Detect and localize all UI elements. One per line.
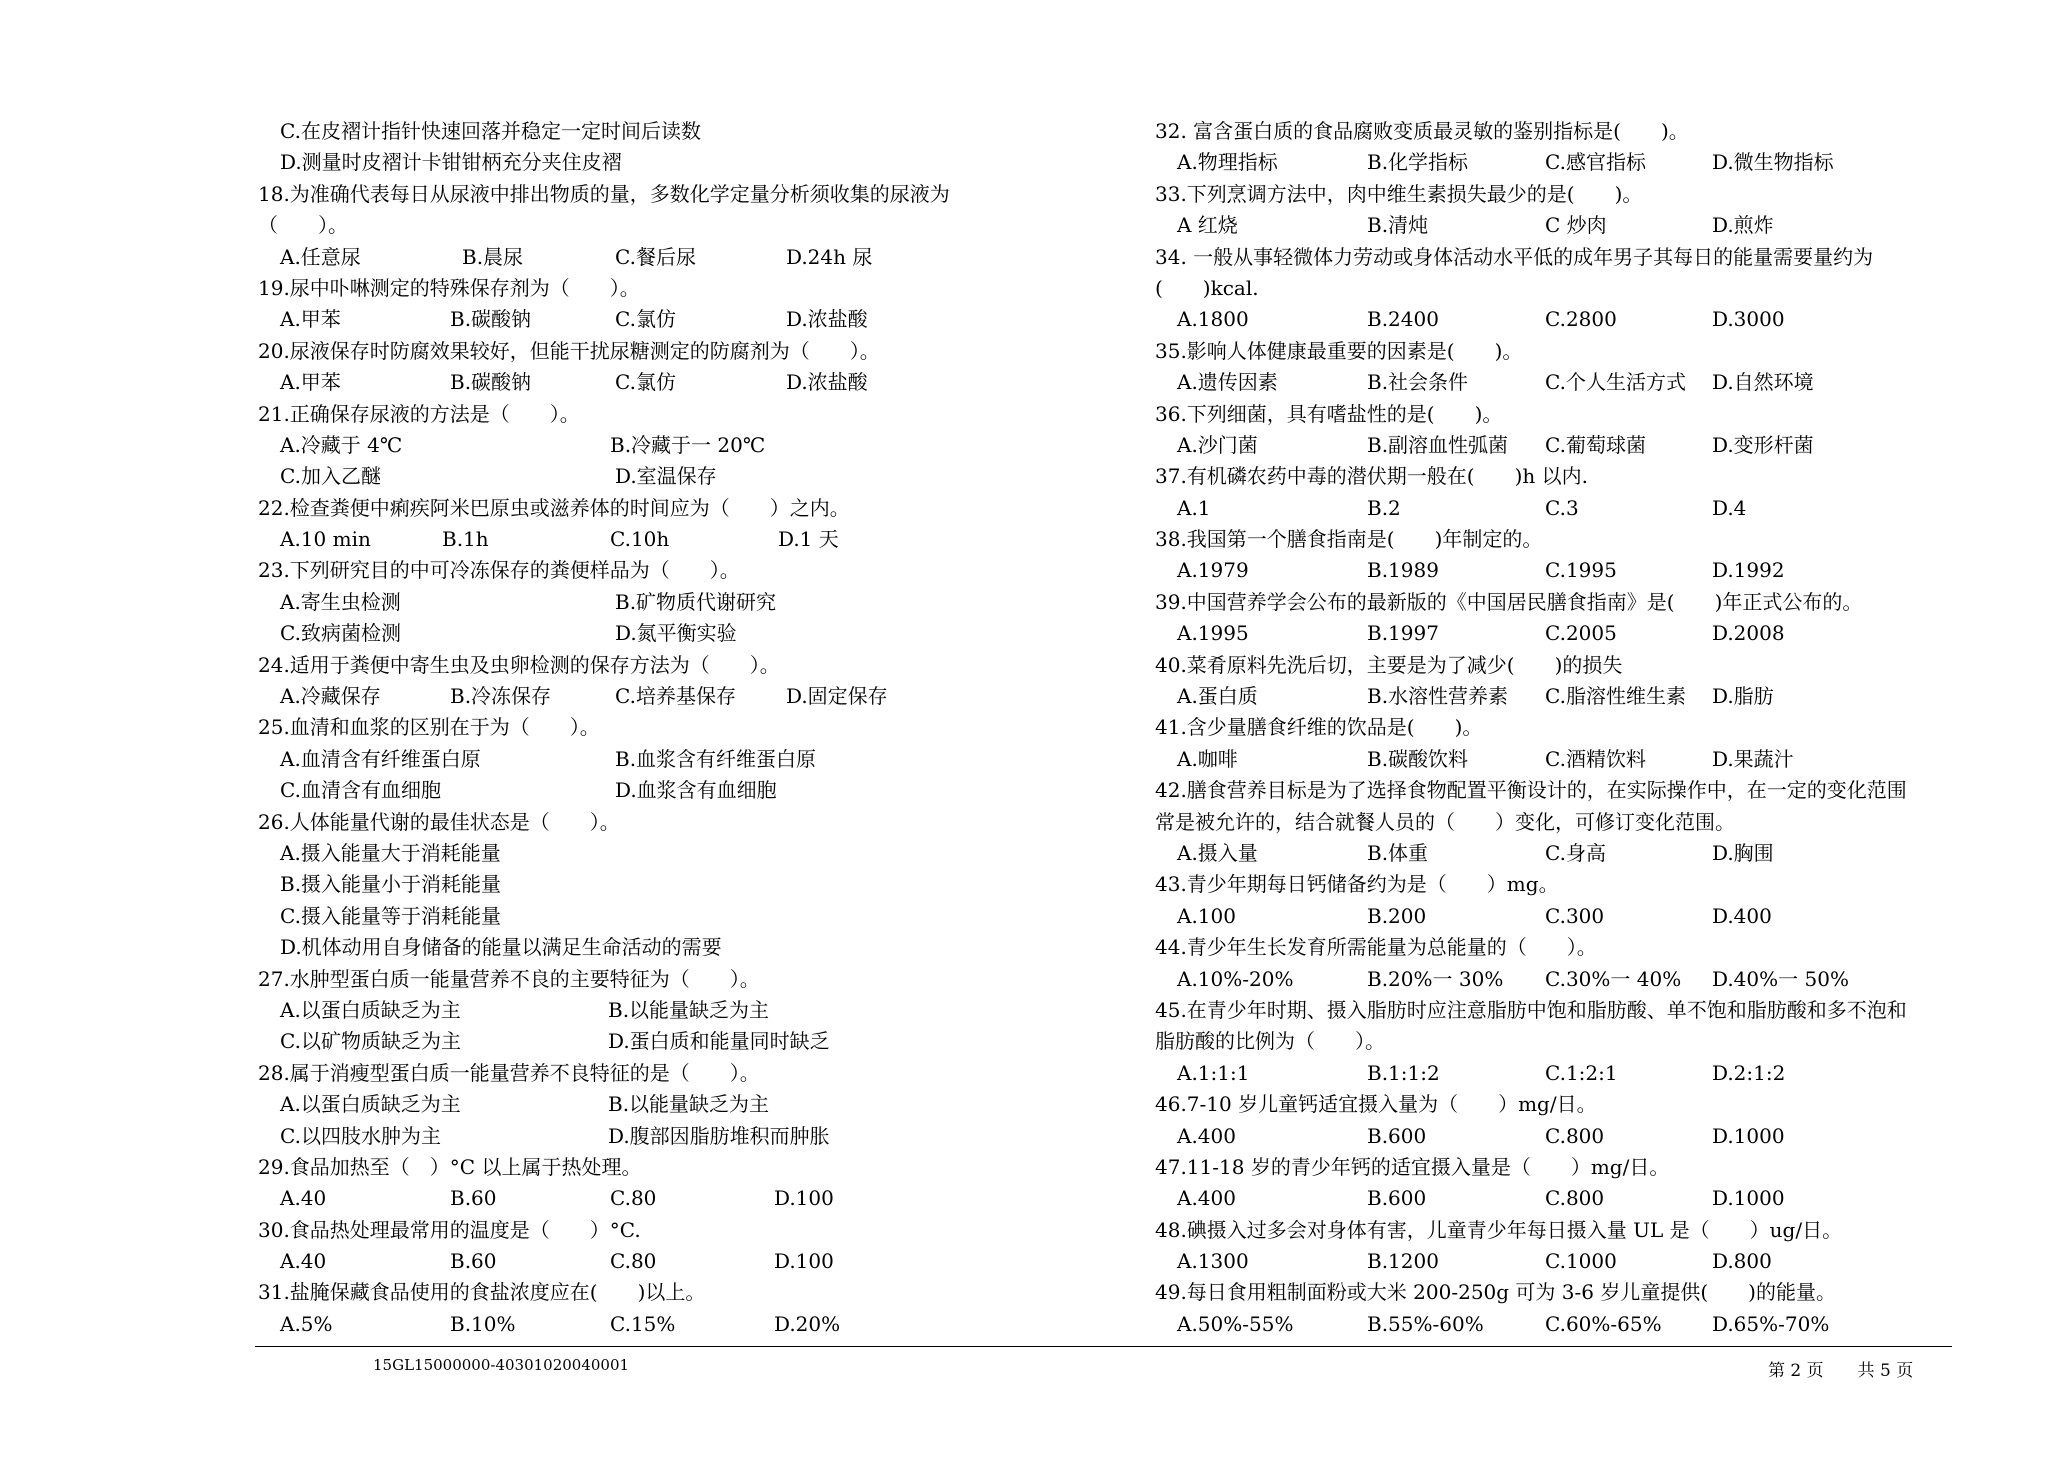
- answer-option: D.20%: [774, 1311, 841, 1336]
- question-text: 36.下列细菌，具有嗜盐性的是( )。: [1155, 401, 1503, 426]
- answer-option: A.1300: [1177, 1249, 1249, 1274]
- answer-options-row: [258, 430, 1138, 461]
- answer-option: B.水溶性营养素: [1367, 684, 1509, 709]
- answer-option: A.1: [1177, 495, 1211, 520]
- answer-option: C.300: [1545, 903, 1605, 928]
- answer-option: C.3: [1545, 495, 1579, 520]
- question-text: 42.膳食营养目标是为了选择食物配置平衡设计的，在实际操作中，在一定的变化范围: [1155, 778, 1907, 803]
- answer-option: D.煎炸: [1712, 213, 1774, 238]
- answer-options-row: [258, 775, 1138, 806]
- question-text: 29.食品加热至（ ）°C 以上属于热处理。: [258, 1154, 642, 1179]
- answer-option: D.室温保存: [615, 464, 717, 489]
- answer-option: A.400: [1177, 1186, 1236, 1211]
- answer-option: B.20%一 30%: [1367, 966, 1504, 991]
- answer-option: A.血清含有纤维蛋白原: [280, 746, 481, 771]
- answer-options-row: [258, 1121, 1138, 1152]
- answer-option: D.40%一 50%: [1712, 966, 1849, 991]
- answer-options-row: [1155, 744, 1955, 775]
- answer-option: B.清炖: [1367, 213, 1429, 238]
- answer-option: A.冷藏保存: [280, 684, 381, 709]
- answer-option: A.100: [1177, 903, 1236, 928]
- answer-option: D.自然环境: [1712, 370, 1814, 395]
- answer-option: D.变形杆菌: [1712, 432, 1814, 457]
- question-text: 34. 一般从事轻微体力劳动或身体活动水平低的成年男子其每日的能量需要量约为: [1155, 244, 1874, 269]
- answer-option: C.1995: [1545, 558, 1617, 583]
- question-text: 26.人体能量代谢的最佳状态是（ ）。: [258, 809, 620, 834]
- answer-option: D.24h 尿: [786, 244, 873, 269]
- answer-options-row: [258, 367, 1138, 398]
- answer-option: C.感官指标: [1545, 150, 1646, 175]
- answer-option: A.甲苯: [280, 370, 341, 395]
- answer-options-row: [1155, 147, 1955, 178]
- question-text: 39.中国营养学会公布的最新版的《中国居民膳食指南》是( )年正式公布的。: [1155, 589, 1863, 614]
- answer-option: B.碳酸饮料: [1367, 746, 1469, 771]
- answer-option: C.氯仿: [615, 307, 676, 332]
- answer-option: B.晨尿: [462, 244, 524, 269]
- answer-option: D.胸围: [1712, 840, 1774, 865]
- question-text: 31.盐腌保藏食品使用的食盐浓度应在( )以上。: [258, 1280, 706, 1305]
- answer-options-row: [258, 242, 1138, 273]
- answer-option: D.浓盐酸: [786, 307, 868, 332]
- answer-option: D.2:1:2: [1712, 1060, 1786, 1085]
- answer-option: C.30%一 40%: [1545, 966, 1682, 991]
- question-text: 19.尿中卟啉测定的特殊保存剂为（ ）。: [258, 275, 640, 300]
- answer-options-row: [258, 304, 1138, 335]
- answer-option: B.1h: [442, 527, 489, 552]
- answer-option: D.1000: [1712, 1186, 1785, 1211]
- question-text: 30.食品热处理最常用的温度是（ ）°C.: [258, 1217, 641, 1242]
- answer-option: A.40: [280, 1186, 327, 1211]
- answer-option: B.以能量缺乏为主: [608, 1092, 770, 1117]
- answer-options-row: [1155, 964, 1955, 995]
- answer-option: B.200: [1367, 903, 1427, 928]
- question-text: ( )kcal.: [1155, 275, 1259, 300]
- answer-options-row: [1155, 681, 1955, 712]
- answer-option: D.腹部因脂肪堆积而肿胀: [608, 1123, 830, 1148]
- answer-option: C.酒精饮料: [1545, 746, 1646, 771]
- answer-options-row: [258, 995, 1138, 1026]
- answer-option: C.800: [1545, 1186, 1605, 1211]
- question-text: 28.属于消瘦型蛋白质一能量营养不良特征的是（ ）。: [258, 1060, 760, 1085]
- answer-option: A.10 min: [280, 527, 371, 552]
- answer-option: D.浓盐酸: [786, 370, 868, 395]
- answer-options-row: [258, 744, 1138, 775]
- answer-options-row: [258, 681, 1138, 712]
- answer-option: D.氮平衡实验: [615, 621, 737, 646]
- answer-option: D.3000: [1712, 307, 1785, 332]
- answer-option-line: C.摄入能量等于消耗能量: [280, 903, 501, 928]
- answer-option: B.社会条件: [1367, 370, 1469, 395]
- question-text: 24.适用于粪便中寄生虫及虫卵检测的保存方法为（ ）。: [258, 652, 780, 677]
- answer-option: A.遗传因素: [1177, 370, 1278, 395]
- answer-option: A.5%: [280, 1311, 333, 1336]
- answer-option: B.55%-60%: [1367, 1311, 1484, 1336]
- answer-option: C.培养基保存: [615, 684, 736, 709]
- answer-option: A.咖啡: [1177, 746, 1238, 771]
- question-text: 32. 富含蛋白质的食品腐败变质最灵敏的鉴别指标是( )。: [1155, 119, 1689, 143]
- answer-option: A.蛋白质: [1177, 684, 1258, 709]
- answer-option: D.血浆含有血细胞: [615, 778, 777, 803]
- answer-option-line: D.机体动用自身储备的能量以满足生命活动的需要: [280, 935, 722, 960]
- question-text: 38.我国第一个膳食指南是( )年制定的。: [1155, 527, 1543, 552]
- answer-options-row: [258, 1089, 1138, 1120]
- document-code: 15GL15000000-40301020040001: [373, 1356, 630, 1374]
- answer-options-row: [258, 1309, 1138, 1340]
- answer-option-line: C.在皮褶计指针快速回落并稳定一定时间后读数: [280, 119, 701, 143]
- answer-options-row: [1155, 430, 1955, 461]
- answer-option: A.物理指标: [1177, 150, 1278, 175]
- answer-option: B.60: [450, 1249, 497, 1274]
- answer-options-row: [1155, 1309, 1955, 1340]
- answer-option: B.10%: [450, 1311, 516, 1336]
- answer-option: D.100: [774, 1249, 834, 1274]
- answer-option: C.10h: [610, 527, 670, 552]
- question-text: 18.为准确代表每日从尿液中排出物质的量，多数化学定量分析须收集的尿液为: [258, 181, 950, 206]
- answer-options-row: [258, 524, 1138, 555]
- answer-options-row: [258, 587, 1138, 618]
- answer-option: B.1:1:2: [1367, 1060, 1440, 1085]
- answer-option: C.15%: [610, 1311, 676, 1336]
- question-text: 43.青少年期每日钙储备约为是（ ）mg。: [1155, 872, 1559, 897]
- answer-options-row: [1155, 1121, 1955, 1152]
- footer-divider: [255, 1346, 1952, 1347]
- left-column: [258, 116, 1138, 1340]
- answer-option: B.1200: [1367, 1249, 1439, 1274]
- question-text: 脂肪酸的比例为（ ）。: [1155, 1029, 1385, 1054]
- answer-option: C.身高: [1545, 840, 1606, 865]
- answer-option: D.2008: [1712, 621, 1785, 646]
- answer-option: C.以四肢水肿为主: [280, 1123, 441, 1148]
- answer-option: B.2400: [1367, 307, 1439, 332]
- answer-option: B.冷藏于一 20℃: [610, 432, 766, 457]
- answer-option: C.80: [610, 1249, 657, 1274]
- answer-options-row: [258, 618, 1138, 649]
- question-text: 48.碘摄入过多会对身体有害，儿童青少年每日摄入量 UL 是（ ）ug/日。: [1155, 1217, 1843, 1242]
- answer-options-row: [1155, 493, 1955, 524]
- answer-options-row: [1155, 901, 1955, 932]
- answer-options-row: [258, 1183, 1138, 1214]
- answer-option: A.1995: [1177, 621, 1249, 646]
- answer-option: A.任意尿: [280, 244, 361, 269]
- question-text: 47.11-18 岁的青少年钙的适宜摄入量是（ ）mg/日。: [1155, 1154, 1670, 1179]
- answer-option: C.60%-65%: [1545, 1311, 1662, 1336]
- question-text: 27.水肿型蛋白质一能量营养不良的主要特征为（ ）。: [258, 966, 760, 991]
- answer-option: C.80: [610, 1186, 657, 1211]
- answer-option: A.甲苯: [280, 307, 341, 332]
- answer-options-row: [1155, 838, 1955, 869]
- question-text: 46.7-10 岁儿童钙适宜摄入量为（ ）mg/日。: [1155, 1092, 1597, 1117]
- answer-option: C.1:2:1: [1545, 1060, 1618, 1085]
- answer-option: A 红烧: [1177, 213, 1238, 238]
- answer-option: A.10%-20%: [1177, 966, 1294, 991]
- answer-option: A.40: [280, 1249, 327, 1274]
- answer-option: C.餐后尿: [615, 244, 696, 269]
- answer-option: C.以矿物质缺乏为主: [280, 1029, 461, 1054]
- answer-option: C.1000: [1545, 1249, 1617, 1274]
- answer-option: C.个人生活方式: [1545, 370, 1686, 395]
- answer-options-row: [1155, 1246, 1955, 1277]
- answer-option-line: A.摄入能量大于消耗能量: [280, 840, 501, 865]
- answer-option-line: D.测量时皮褶计卡钳钳柄充分夹住皮褶: [280, 150, 622, 175]
- question-text: 23.下列研究目的中可冷冻保存的粪便样品为（ ）。: [258, 558, 740, 583]
- answer-options-row: [1155, 1058, 1955, 1089]
- answer-option: B.碳酸钠: [450, 307, 532, 332]
- answer-option: A.400: [1177, 1123, 1236, 1148]
- answer-option: D.1992: [1712, 558, 1785, 583]
- answer-option: D.4: [1712, 495, 1747, 520]
- answer-option: D.800: [1712, 1249, 1772, 1274]
- question-text: 37.有机磷农药中毒的潜伏期一般在( )h 以内.: [1155, 464, 1589, 489]
- answer-option: C.致病菌检测: [280, 621, 401, 646]
- answer-option: B.副溶血性弧菌: [1367, 432, 1509, 457]
- answer-option: B.冷冻保存: [450, 684, 552, 709]
- answer-option: B.1997: [1367, 621, 1439, 646]
- answer-option: A.寄生虫检测: [280, 589, 401, 614]
- answer-option: A.沙门菌: [1177, 432, 1258, 457]
- answer-option: B.体重: [1367, 840, 1429, 865]
- answer-option: D.400: [1712, 903, 1772, 928]
- answer-option: D.果蔬汁: [1712, 746, 1794, 771]
- answer-option: D.1000: [1712, 1123, 1785, 1148]
- answer-option: A.1979: [1177, 558, 1249, 583]
- answer-option: C.2005: [1545, 621, 1617, 646]
- question-text: 21.正确保存尿液的方法是（ ）。: [258, 401, 580, 426]
- answer-option: C.2800: [1545, 307, 1617, 332]
- answer-option: C 炒肉: [1545, 213, 1607, 238]
- question-text: 40.菜肴原料先洗后切，主要是为了减少( )的损失: [1155, 652, 1623, 677]
- answer-option: B.60: [450, 1186, 497, 1211]
- answer-option: C.800: [1545, 1123, 1605, 1148]
- answer-option: D.100: [774, 1186, 834, 1211]
- answer-option: D.微生物指标: [1712, 150, 1834, 175]
- answer-option: B.1989: [1367, 558, 1439, 583]
- answer-options-row: [258, 1246, 1138, 1277]
- question-text: 20.尿液保存时防腐效果较好，但能干扰尿糖测定的防腐剂为（ ）。: [258, 338, 880, 363]
- answer-option: B.600: [1367, 1186, 1427, 1211]
- answer-option: A.50%-55%: [1177, 1311, 1294, 1336]
- answer-option: C.葡萄球菌: [1545, 432, 1646, 457]
- question-text: 25.血清和血浆的区别在于为（ ）。: [258, 715, 600, 740]
- answer-option: C.血清含有血细胞: [280, 778, 441, 803]
- question-text: 35.影响人体健康最重要的因素是( )。: [1155, 338, 1523, 363]
- page-number: 第 2 页 共 5 页: [1768, 1361, 1914, 1381]
- answer-options-row: [258, 1026, 1138, 1057]
- answer-options-row: [258, 461, 1138, 492]
- answer-options-row: [1155, 304, 1955, 335]
- answer-options-row: [1155, 1183, 1955, 1214]
- answer-option: B.碳酸钠: [450, 370, 532, 395]
- question-text: 45.在青少年时期、摄入脂肪时应注意脂肪中饱和脂肪酸、单不饱和脂肪酸和多不泡和: [1155, 997, 1907, 1022]
- answer-option: D.固定保存: [786, 684, 888, 709]
- answer-option: C.氯仿: [615, 370, 676, 395]
- answer-options-row: [1155, 555, 1955, 586]
- answer-option: D.蛋白质和能量同时缺乏: [608, 1029, 830, 1054]
- question-text: 常是被允许的，结合就餐人员的（ ）变化，可修订变化范围。: [1155, 809, 1735, 834]
- answer-option: B.化学指标: [1367, 150, 1469, 175]
- answer-option: A.1800: [1177, 307, 1249, 332]
- answer-option: B.2: [1367, 495, 1401, 520]
- answer-option: A.摄入量: [1177, 840, 1258, 865]
- right-column: [1155, 116, 1955, 1340]
- question-text: （ ）。: [258, 213, 348, 238]
- answer-option: A.1:1:1: [1177, 1060, 1250, 1085]
- answer-option: C.加入乙醚: [280, 464, 381, 489]
- answer-option: B.600: [1367, 1123, 1427, 1148]
- answer-options-row: [1155, 618, 1955, 649]
- answer-option: B.以能量缺乏为主: [608, 997, 770, 1022]
- answer-option: A.以蛋白质缺乏为主: [280, 997, 461, 1022]
- answer-option: B.血浆含有纤维蛋白原: [615, 746, 817, 771]
- answer-option: D.1 天: [778, 527, 839, 552]
- question-text: 41.含少量膳食纤维的饮品是( )。: [1155, 715, 1483, 740]
- answer-option: B.矿物质代谢研究: [615, 589, 777, 614]
- answer-option: D.脂肪: [1712, 684, 1774, 709]
- answer-option: D.65%-70%: [1712, 1311, 1830, 1336]
- answer-option: A.冷藏于 4℃: [280, 432, 403, 457]
- answer-option: A.以蛋白质缺乏为主: [280, 1092, 461, 1117]
- question-text: 44.青少年生长发育所需能量为总能量的（ ）。: [1155, 935, 1597, 960]
- answer-options-row: [1155, 367, 1955, 398]
- answer-options-row: [1155, 210, 1955, 241]
- question-text: 49.每日食用粗制面粉或大米 200-250g 可为 3-6 岁儿童提供( )的能量。: [1155, 1280, 1836, 1305]
- answer-option-line: B.摄入能量小于消耗能量: [280, 872, 502, 897]
- question-text: 33.下列烹调方法中，肉中维生素损失最少的是( )。: [1155, 181, 1643, 206]
- answer-option: C.脂溶性维生素: [1545, 684, 1686, 709]
- question-text: 22.检查粪便中痢疾阿米巴原虫或滋养体的时间应为（ ）之内。: [258, 495, 850, 520]
